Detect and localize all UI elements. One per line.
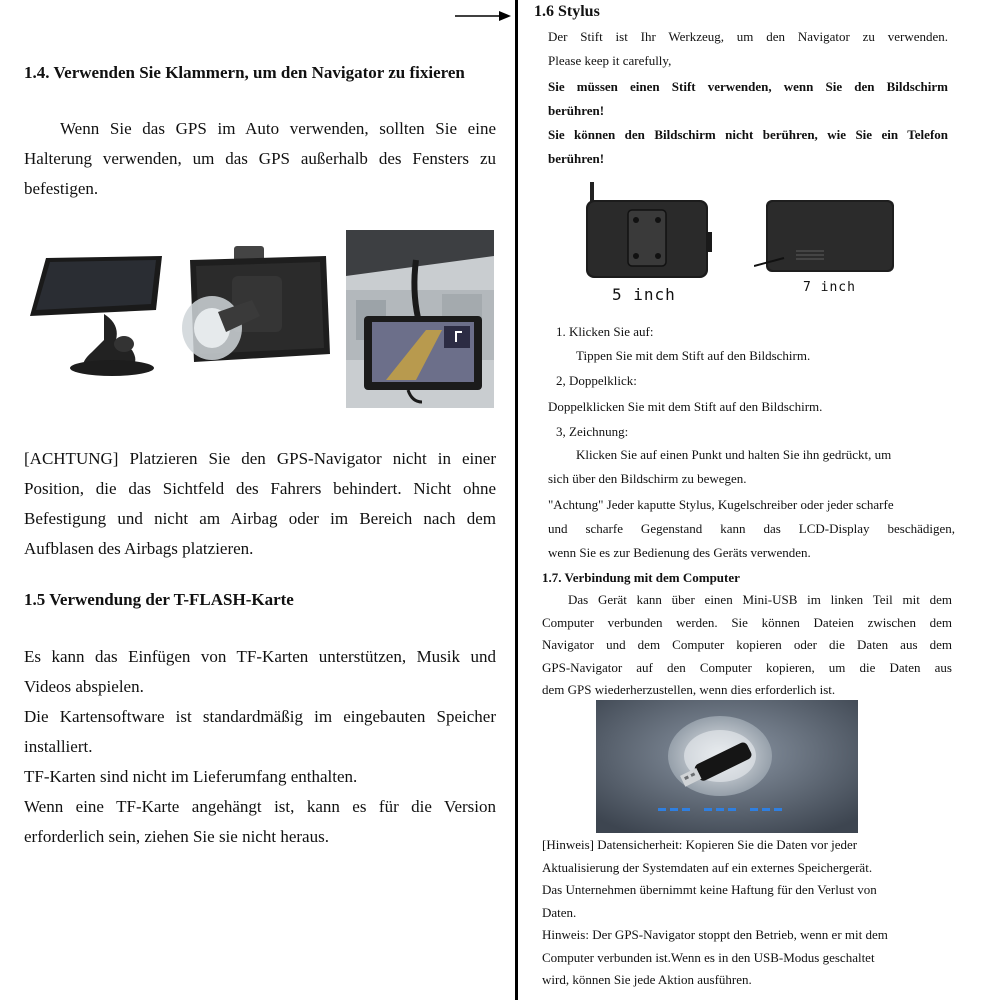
label-5-inch: 5 inch (612, 285, 676, 304)
step-1: 1. Klicken Sie auf: (556, 324, 654, 339)
heading-1-6: 1.6 Stylus (534, 3, 600, 20)
gps-windshield-image (346, 230, 494, 408)
step-3: 3, Zeichnung: (556, 424, 629, 439)
step-2-detail: Doppelklicken Sie mit dem Stift auf den Bildschirm. (548, 399, 823, 414)
heading-1-7: 1.7. Verbindung mit dem Computer (542, 570, 740, 585)
device-5inch-image (584, 180, 714, 284)
paragraph-mount: Wenn Sie das GPS im Auto verwenden, sollten Sie eine Halterung verwenden, um das GPS außerhalb des Fensters zu befestigen. (24, 119, 496, 198)
stylus-warning: "Achtung" Jeder kaputte Stylus, Kugelschreiber oder jeder scharfe und scharfe Gegenstand kann das LCD-Display beschädigen, wenn Sie es zur Bedienung des Geräts verwenden. (548, 497, 955, 560)
gps-mount-front-image (24, 240, 164, 382)
usb-stick-image (596, 700, 858, 833)
heading-1-4: 1.4. Verwenden Sie Klammern, um den Navigator zu fixieren (24, 63, 465, 82)
stylus-bold-notice: Sie müssen einen Stift verwenden, wenn Sie den Bildschirm berühren! Sie können den Bildschirm nicht berühren, wie Sie ein Telefon berühren! (548, 79, 948, 166)
notes-paragraph: [Hinweis] Datensicherheit: Kopieren Sie die Daten vor jeder Aktualisierung der Systemdaten auf ein externes Speichergerät. Das Unternehmen übernimmt keine Haftung für den Verlust von Daten. Hinweis: Der GPS-Navigator stoppt den Betrieb, wenn er mit dem Computer verbunden ist.Wenn es in den USB-Modus geschaltet wird, können Sie jede Aktion ausführen. (542, 837, 888, 987)
step-1-detail: Tippen Sie mit dem Stift auf den Bildschirm. (576, 348, 811, 363)
gps-mount-back-image (174, 242, 334, 382)
step-2: 2, Doppelklick: (556, 373, 637, 388)
heading-1-5: 1.5 Verwendung der T-FLASH-Karte (24, 590, 294, 609)
label-7-inch: 7 inch (803, 280, 856, 295)
warning-paragraph: [ACHTUNG] Platzieren Sie den GPS-Navigator nicht in einer Position, die das Sichtfeld des Fahrers behindert. Nicht ohne Befestigung und nicht am Airbag oder im Bereich nach dem Aufblasen des Airbags platzieren. (24, 449, 496, 558)
stylus-intro: Der Stift ist Ihr Werkzeug, um den Navigator zu verwenden. Please keep it carefully, (548, 29, 948, 68)
step-3-detail: Klicken Sie auf einen Punkt und halten Sie ihn gedrückt, um sich über den Bildschirm zu bewegen. (548, 447, 892, 486)
tflash-paragraph: Es kann das Einfügen von TF-Karten unterstützen, Musik und Videos abspielen. Die Kartensoftware ist standardmäßig im eingebauten Speicher installiert. TF-Karten sind nicht im Lieferumfang enthalten. Wenn eine TF-Karte angehängt ist, kann es für die Version erforderlich sein, ziehen Sie sie nicht heraus. (24, 647, 496, 846)
device-7inch-image (754, 196, 900, 280)
right-column (518, 0, 1000, 1000)
computer-paragraph: Das Gerät kann über einen Mini-USB im linken Teil mit dem Computer verbunden werden. Sie können Dateien zwischen dem Navigator und dem Computer kopieren oder die Daten aus dem GPS-Navigator auf den Computer kopieren, um die Daten aus dem GPS wiederherzustellen, wenn dies erforderlich ist. (542, 592, 952, 697)
